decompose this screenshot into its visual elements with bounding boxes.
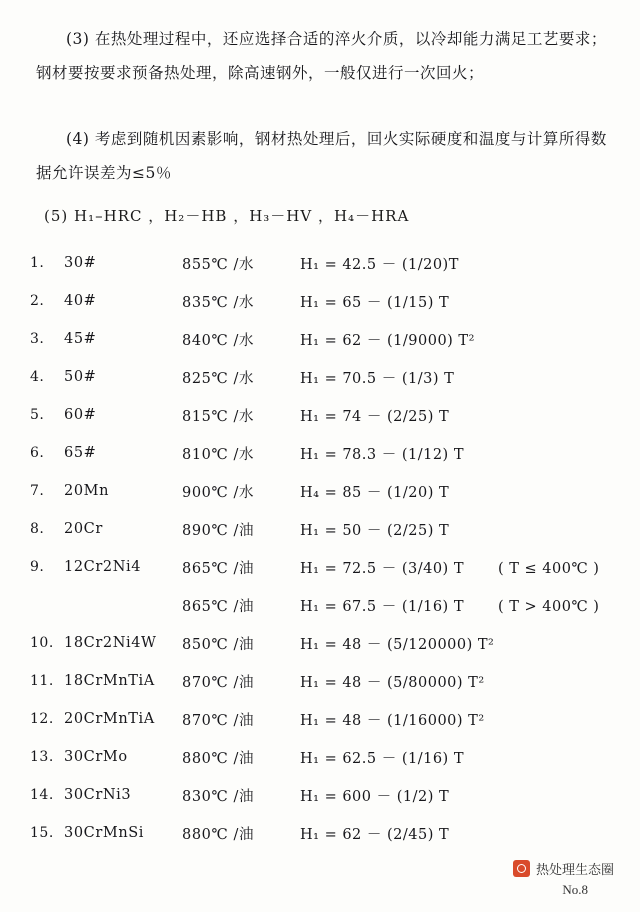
row-number: 11. — [30, 673, 54, 689]
row-temperature: 880℃ /油 — [182, 826, 255, 843]
steel-hardness-table — [30, 244, 610, 852]
row-temperature: 835℃ /水 — [182, 294, 255, 311]
row-number: 10. — [30, 635, 54, 651]
table-row — [30, 282, 610, 320]
row-formula: H₁ = 42.5 － (1/20)T — [300, 256, 459, 273]
table-row — [30, 396, 610, 434]
row-grade: 20CrMnTiA — [64, 711, 155, 727]
circle-badge-icon — [513, 860, 530, 877]
row-formula: H₁ = 50 － (2/25) T — [300, 522, 450, 539]
row-grade: 65# — [64, 445, 97, 461]
row-temperature: 815℃ /水 — [182, 408, 255, 425]
row-temperature: 850℃ /油 — [182, 636, 255, 653]
row-grade: 30CrMnSi — [64, 825, 145, 841]
row-formula: H₁ = 62 － (2/45) T — [300, 826, 450, 843]
row-temperature: 840℃ /水 — [182, 332, 255, 349]
table-row — [30, 814, 610, 852]
row-temperature: 870℃ /油 — [182, 674, 255, 691]
row-condition: ( T > 400℃ ) — [498, 598, 600, 615]
row-number: 8. — [30, 521, 45, 537]
paragraph-4-text: (4) 考虑到随机因素影响，钢材热处理后，回火实际硬度和温度与计算所得数据允许误差为≤5％ — [36, 130, 607, 182]
row-number: 4. — [30, 369, 45, 385]
table-row — [30, 700, 610, 738]
row-grade: 18Cr2Ni4W — [64, 635, 157, 651]
table-row — [30, 662, 610, 700]
row-formula: H₁ = 70.5 － (1/3) T — [300, 370, 455, 387]
table-body — [30, 244, 610, 852]
row-grade: 30CrNi3 — [64, 787, 132, 803]
table-row — [30, 586, 610, 624]
paragraph-3-text: (3) 在热处理过程中，还应选择合适的淬火介质，以冷却能力满足工艺要求；钢材要按要求预备热处理，除高速钢外，一般仅进行一次回火； — [36, 30, 607, 82]
page-number: No.8 — [562, 882, 588, 897]
row-temperature: 900℃ /水 — [182, 484, 255, 501]
row-number: 2. — [30, 293, 45, 309]
row-formula: H₁ = 65 － (1/15) T — [300, 294, 450, 311]
row-grade: 45# — [64, 331, 97, 347]
row-number: 15. — [30, 825, 54, 841]
row-formula: H₁ = 78.3 － (1/12) T — [300, 446, 464, 463]
table-row — [30, 776, 610, 814]
row-formula: H₁ = 74 － (2/25) T — [300, 408, 450, 425]
row-temperature: 825℃ /水 — [182, 370, 255, 387]
row-temperature: 855℃ /水 — [182, 256, 255, 273]
table-row — [30, 548, 610, 586]
row-grade: 18CrMnTiA — [64, 673, 155, 689]
row-temperature: 870℃ /油 — [182, 712, 255, 729]
row-grade: 12Cr2Ni4 — [64, 559, 142, 575]
row-number: 12. — [30, 711, 54, 727]
table-row — [30, 738, 610, 776]
watermark-badge — [513, 859, 614, 878]
row-number: 6. — [30, 445, 45, 461]
row-number: 7. — [30, 483, 45, 499]
row-grade: 30# — [64, 255, 97, 271]
watermark-text: 热处理生态圈 — [535, 862, 614, 877]
row-temperature: 880℃ /油 — [182, 750, 255, 767]
row-formula: H₁ = 48 － (1/16000) T² — [300, 712, 485, 729]
table-row — [30, 244, 610, 282]
row-grade: 20Mn — [64, 483, 110, 499]
row-grade: 60# — [64, 407, 97, 423]
hardness-legend: (5) H₁–HRC ，H₂－HB ，H₃－HV ，H₄－HRA — [44, 207, 410, 225]
row-formula: H₁ = 62 － (1/9000) T² — [300, 332, 475, 349]
row-grade: 30CrMo — [64, 749, 128, 765]
row-grade: 40# — [64, 293, 97, 309]
row-formula: H₁ = 67.5 － (1/16) T — [300, 598, 464, 615]
row-formula-cell — [300, 586, 610, 624]
row-formula: H₁ = 62.5 － (1/16) T — [300, 750, 464, 767]
row-formula: H₄ = 85 － (1/20) T — [300, 484, 450, 501]
row-number: 1. — [30, 255, 45, 271]
row-formula: H₁ = 600 － (1/2) T — [300, 788, 450, 805]
paragraph-4 — [36, 122, 612, 190]
row-number: 13. — [30, 749, 54, 765]
row-temperature: 865℃ /油 — [182, 598, 255, 615]
table-row — [30, 320, 610, 358]
row-number: 9. — [30, 559, 45, 575]
row-formula-cell — [300, 548, 610, 586]
row-temperature: 810℃ /水 — [182, 446, 255, 463]
table-row — [30, 624, 610, 662]
row-number — [30, 586, 64, 624]
row-grade: 20Cr — [64, 521, 103, 537]
row-number: 5. — [30, 407, 45, 423]
row-grade — [64, 586, 182, 624]
row-formula: H₁ = 48 － (5/80000) T² — [300, 674, 485, 691]
table-row — [30, 434, 610, 472]
row-formula: H₁ = 48 － (5/120000) T² — [300, 636, 495, 653]
row-formula: H₁ = 72.5 － (3/40) T — [300, 560, 464, 577]
row-temperature: 830℃ /油 — [182, 788, 255, 805]
row-temperature: 865℃ /油 — [182, 560, 255, 577]
paragraph-3 — [36, 22, 612, 90]
table-row — [30, 472, 610, 510]
row-condition: ( T ≤ 400℃ ) — [498, 560, 600, 577]
table-row — [30, 510, 610, 548]
row-number: 14. — [30, 787, 54, 803]
row-number: 3. — [30, 331, 45, 347]
row-temperature: 890℃ /油 — [182, 522, 255, 539]
table-row — [30, 358, 610, 396]
row-grade: 50# — [64, 369, 97, 385]
